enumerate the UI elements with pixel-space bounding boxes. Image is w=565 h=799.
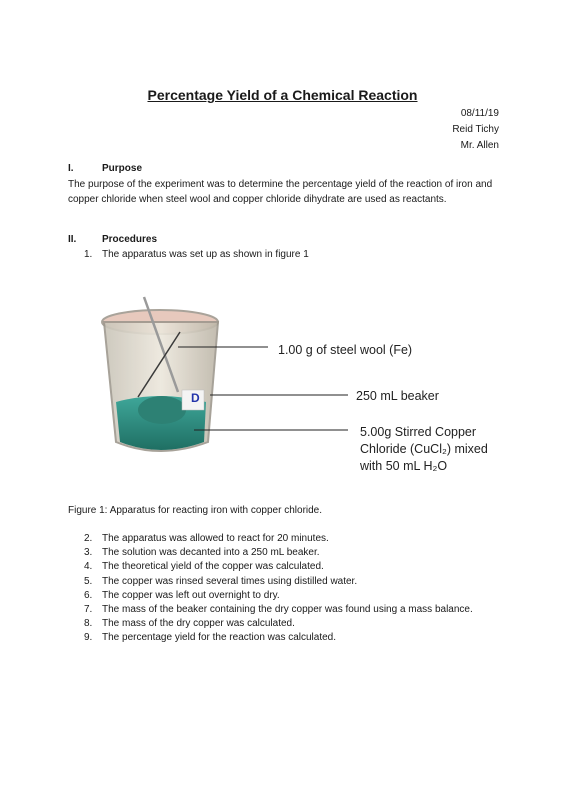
list-item xyxy=(84,248,309,262)
procedure-list-bottom xyxy=(84,532,473,646)
apparatus-figure xyxy=(98,292,518,482)
procedures-heading-text: Procedures xyxy=(102,234,158,245)
purpose-numeral: I. xyxy=(68,163,74,174)
list-item xyxy=(84,546,473,560)
step-number: 9. xyxy=(84,632,93,644)
step-number: 2. xyxy=(84,533,93,544)
step-text: The apparatus was allowed to react for 20 minutes. xyxy=(102,533,329,544)
step-text: The mass of the beaker containing the dry copper was found using a mass balance. xyxy=(102,604,473,616)
callout-steel-wool: 1.00 g of steel wool (Fe) xyxy=(278,343,413,357)
step-number: 4. xyxy=(84,561,93,573)
step-number: 7. xyxy=(84,604,93,616)
purpose-heading xyxy=(68,163,142,174)
list-item xyxy=(84,617,473,631)
list-item xyxy=(84,631,473,645)
step-text: The apparatus was set up as shown in figure 1 xyxy=(102,249,309,260)
callout-solution xyxy=(360,424,488,475)
purpose-heading-text: Purpose xyxy=(102,163,143,174)
step-text: The copper was left out overnight to dry. xyxy=(102,589,280,601)
callout-solution-line: 5.00g Stirred Copper xyxy=(360,425,477,439)
beaker-marking: D xyxy=(191,391,200,405)
list-item xyxy=(84,532,473,546)
step-text: The solution was decanted into a 250 mL beaker. xyxy=(102,547,320,559)
author-name: Reid Tichy xyxy=(452,124,499,135)
callout-beaker: 250 mL beaker xyxy=(356,389,439,403)
step-number: 1. xyxy=(84,249,93,260)
step-number: 3. xyxy=(84,547,93,559)
callout-solution-line: Chloride (CuCl₂) mixed xyxy=(360,442,488,456)
step-text: The theoretical yield of the copper was calculated. xyxy=(102,561,324,573)
step-number: 8. xyxy=(84,618,93,630)
callout-solution-line: with 50 mL H₂O xyxy=(360,459,448,473)
report-date: 08/11/19 xyxy=(460,108,499,119)
step-text: The copper was rinsed several times using distilled water. xyxy=(102,575,358,587)
document-title: Percentage Yield of a Chemical Reaction xyxy=(147,87,418,103)
step-text: The mass of the dry copper was calculated. xyxy=(102,618,295,630)
step-number: 6. xyxy=(84,589,93,601)
figure-caption: Figure 1: Apparatus for reacting iron with copper chloride. xyxy=(68,505,323,516)
step-text: The percentage yield for the reaction was calculated. xyxy=(102,632,337,644)
procedures-heading xyxy=(68,234,157,245)
procedure-list-top xyxy=(84,248,309,262)
purpose-text: The purpose of the experiment was to determine the percentage yield of the reaction of iron and copper chloride when steel wool and copper chloride dihydrate are used as reactants. xyxy=(68,179,493,205)
list-item xyxy=(84,560,473,574)
procedures-numeral: II. xyxy=(68,234,77,245)
list-item xyxy=(84,575,473,589)
list-item xyxy=(84,589,473,603)
list-item xyxy=(84,603,473,617)
step-number: 5. xyxy=(84,575,93,587)
document-meta xyxy=(452,106,499,154)
teacher-name: Mr. Allen xyxy=(460,140,499,151)
